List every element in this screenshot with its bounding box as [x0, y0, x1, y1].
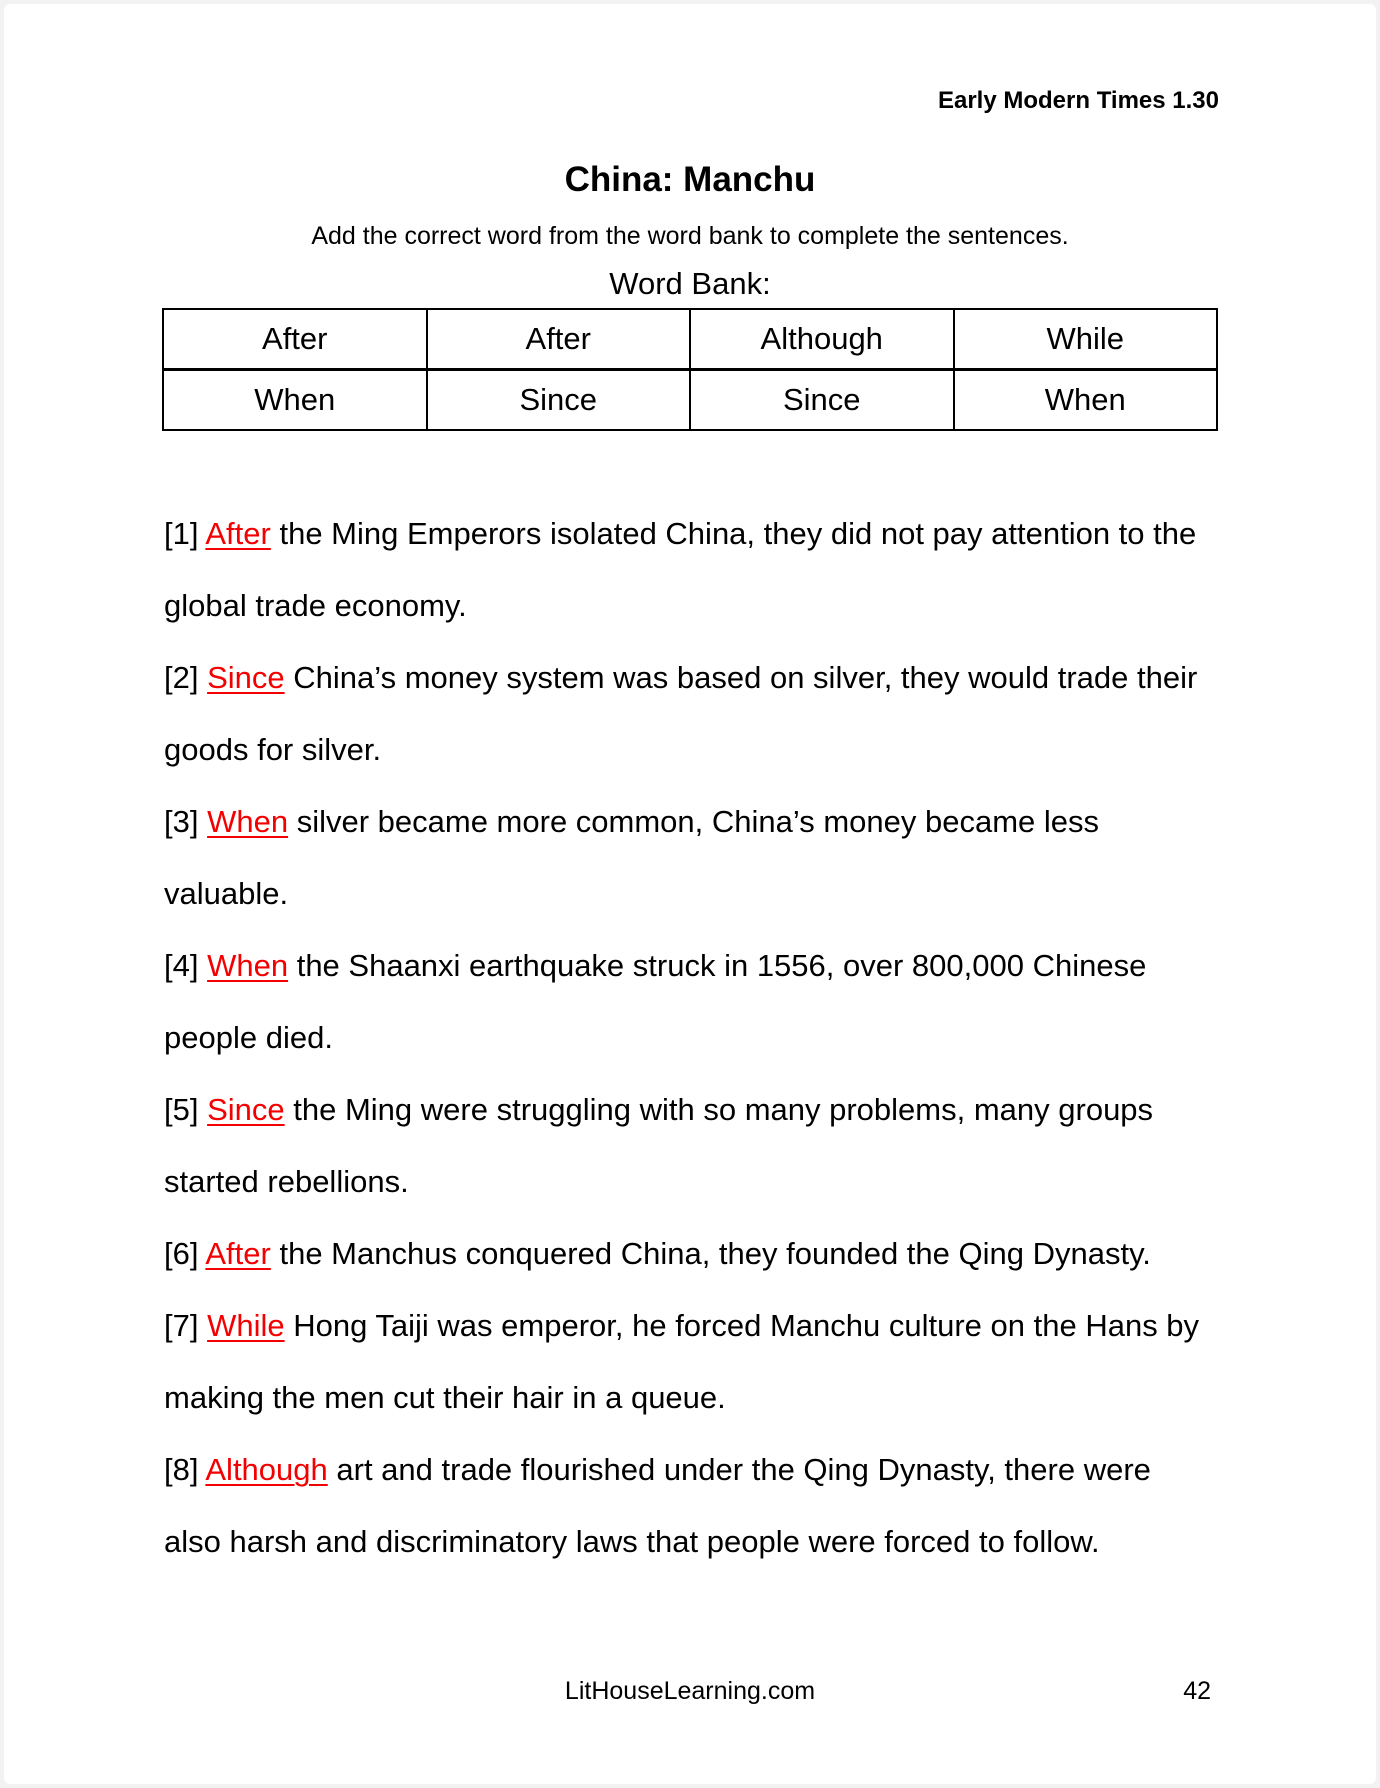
- sentence-list: [164, 498, 1216, 1578]
- sentence-answer: Although: [205, 1452, 328, 1487]
- word-bank-cell: After: [427, 309, 691, 370]
- word-bank-cell: When: [954, 370, 1218, 431]
- sentence-text: Hong Taiji was emperor, he forced Manchu culture on the Hans by making the men cut their hair in a queue.: [164, 1308, 1200, 1415]
- sentence: [164, 930, 1216, 1074]
- sentence-answer: After: [205, 1236, 271, 1271]
- sentence: [164, 786, 1216, 930]
- sentence-number: [4]: [164, 948, 199, 983]
- sentence-number: [6]: [164, 1236, 199, 1271]
- sentence-number: [5]: [164, 1092, 199, 1127]
- word-bank-cell: Although: [690, 309, 954, 370]
- sentence-text: the Ming were struggling with so many problems, many groups started rebellions.: [164, 1092, 1154, 1199]
- header-course-label: Early Modern Times 1.30: [937, 87, 1219, 114]
- word-bank-label: Word Bank:: [609, 266, 771, 301]
- sentence: [164, 1218, 1216, 1290]
- sentence: [164, 642, 1216, 786]
- sentence-text: the Ming Emperors isolated China, they did not pay attention to the global trade economy.: [164, 516, 1197, 623]
- word-bank-table: [162, 308, 1218, 431]
- word-bank-row: [163, 370, 1217, 431]
- sentence: [164, 1074, 1216, 1218]
- sentence-answer: When: [207, 948, 289, 983]
- page-title: China: Manchu: [564, 160, 816, 199]
- word-bank-cell: When: [163, 370, 427, 431]
- sentence-answer: While: [207, 1308, 285, 1343]
- sentence: [164, 1434, 1216, 1578]
- sentence-answer: Since: [207, 1092, 285, 1127]
- instructions-text: Add the correct word from the word bank to complete the sentences.: [311, 222, 1069, 250]
- sentence-number: [3]: [164, 804, 199, 839]
- sentence-text: the Manchus conquered China, they founded the Qing Dynasty.: [279, 1236, 1151, 1271]
- sentence-answer: When: [207, 804, 289, 839]
- sentence: [164, 498, 1216, 642]
- sentence-text: silver became more common, China’s money became less valuable.: [164, 804, 1100, 911]
- sentence-text: art and trade flourished under the Qing Dynasty, there were also harsh and discriminatory laws that people were forced to follow.: [164, 1452, 1151, 1559]
- page-number: 42: [1183, 1677, 1211, 1705]
- sentence-text: China’s money system was based on silver, they would trade their goods for silver.: [164, 660, 1198, 767]
- sentence-answer: Since: [207, 660, 285, 695]
- sentence-number: [8]: [164, 1452, 199, 1487]
- word-bank-cell: Since: [690, 370, 954, 431]
- sentence-number: [7]: [164, 1308, 199, 1343]
- sentence-number: [1]: [164, 516, 199, 551]
- word-bank-cell: While: [954, 309, 1218, 370]
- sentence: [164, 1290, 1216, 1434]
- word-bank-cell: Since: [427, 370, 691, 431]
- word-bank-cell: After: [163, 309, 427, 370]
- worksheet-page: [4, 4, 1376, 1784]
- sentence-answer: After: [205, 516, 271, 551]
- footer-site: LitHouseLearning.com: [564, 1677, 816, 1705]
- word-bank-row: [163, 309, 1217, 370]
- sentence-text: the Shaanxi earthquake struck in 1556, over 800,000 Chinese people died.: [164, 948, 1147, 1055]
- sentence-number: [2]: [164, 660, 199, 695]
